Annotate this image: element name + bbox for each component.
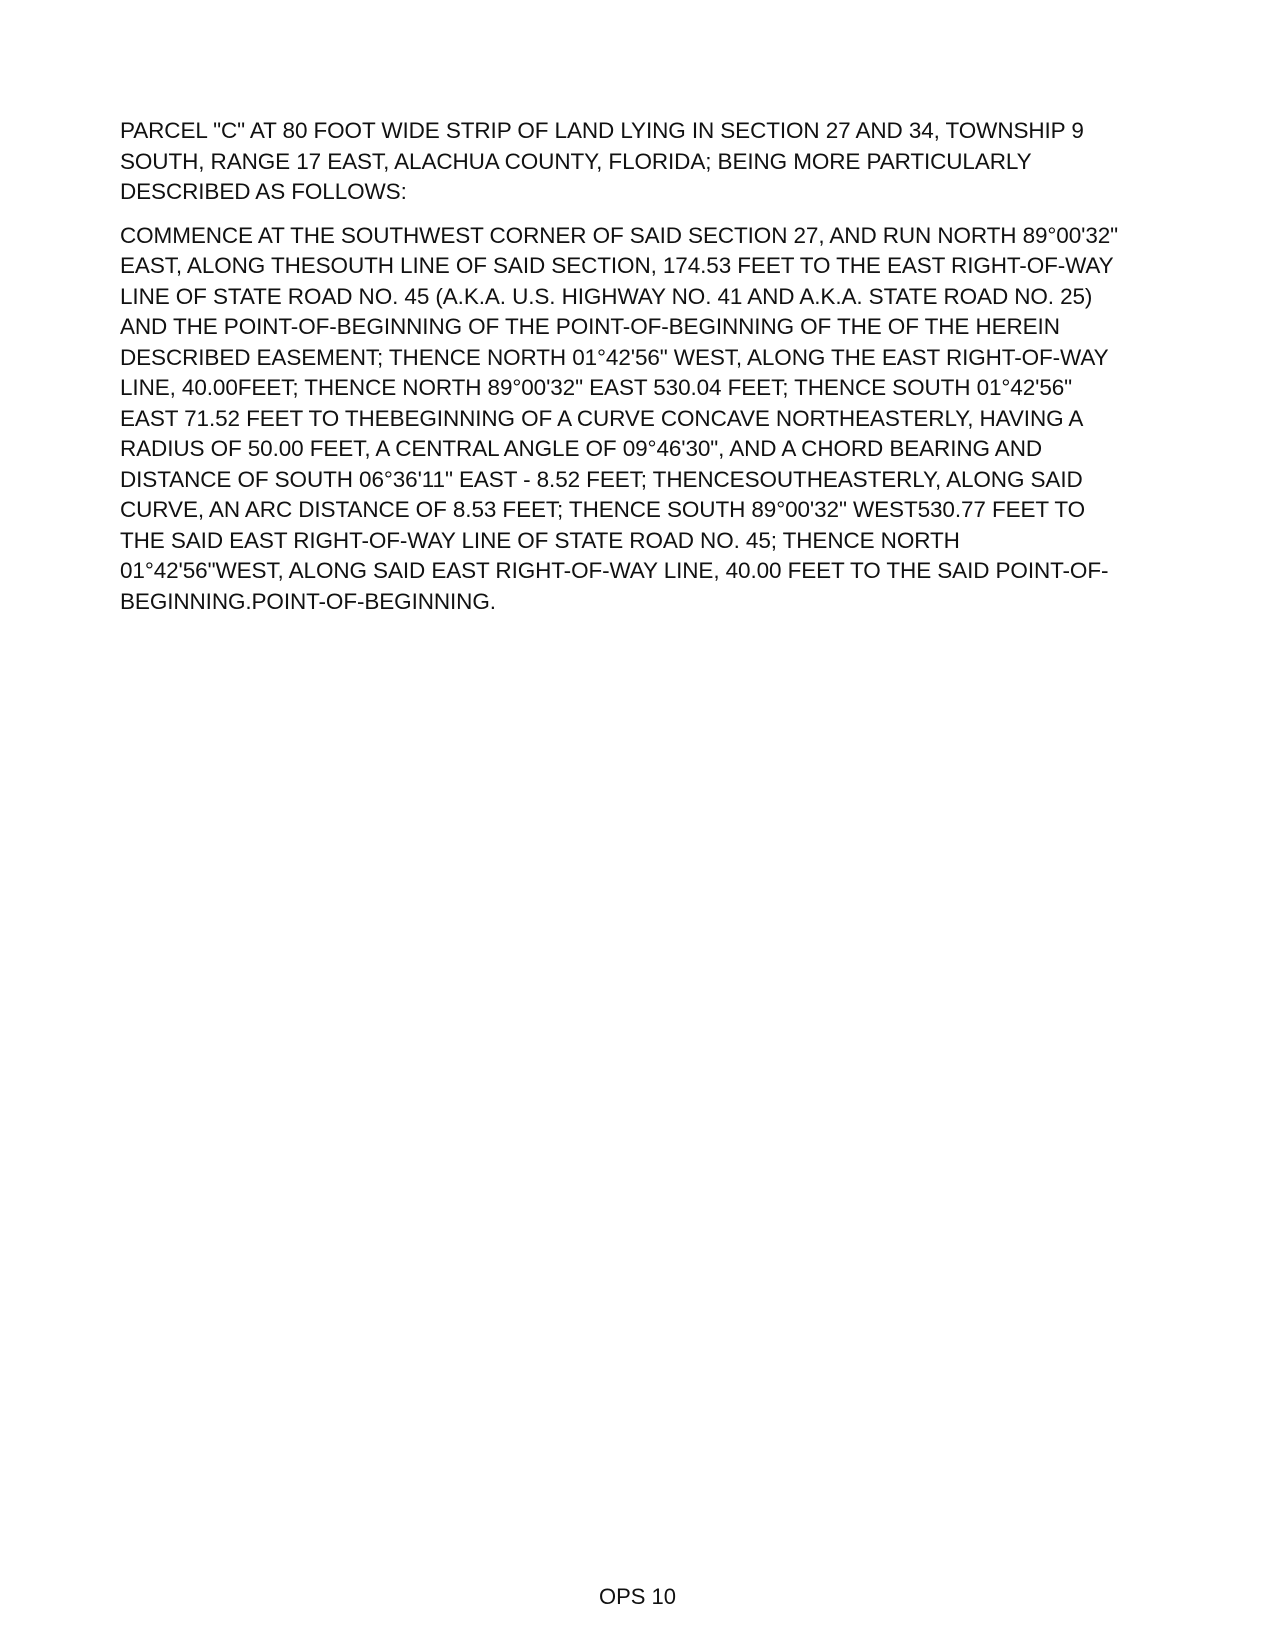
parcel-heading-paragraph: PARCEL "C" AT 80 FOOT WIDE STRIP OF LAND LYING IN SECTION 27 AND 34, TOWNSHIP 9 SOUTH, RANGE 17 EAST, ALACHUA COUNTY, FLORIDA; BEING MORE PARTICULARLY DESCRIBED AS FOLLOWS: (120, 118, 1084, 204)
legal-description (120, 116, 1160, 617)
page-footer: OPS 10 (598, 1584, 677, 1609)
parcel-description-paragraph: COMMENCE AT THE SOUTHWEST CORNER OF SAID SECTION 27, AND RUN NORTH 89°00'32" EAST, ALONG THESOUTH LINE OF SAID SECTION, 174.53 FEET TO THE EAST RIGHT-OF-WAY LINE OF STATE ROAD NO. 45 (A.K.A. U.S. HIGHWAY NO. 41 AND A.K.A. STATE ROAD NO. 25) AND THE POINT-OF-BEGINNING OF THE POINT-OF-BEGINNING OF THE OF THE HEREIN DESCRIBED EASEMENT; THENCE NORTH 01°42'56" WEST, ALONG THE EAST RIGHT-OF-WAY LINE, 40.00FEET; THENCE NORTH 89°00'32" EAST 530.04 FEET; THENCE SOUTH 01°42'56" EAST 71.52 FEET TO THEBEGINNING OF A CURVE CONCAVE NORTHEASTERLY, HAVING A RADIUS OF 50.00 FEET, A CENTRAL ANGLE OF 09°46'30", AND A CHORD BEARING AND DISTANCE OF SOUTH 06°36'11" EAST - 8.52 FEET; THENCESOUTHEASTERLY, ALONG SAID CURVE, AN ARC DISTANCE OF 8.53 FEET; THENCE SOUTH 89°00'32" WEST530.77 FEET TO THE SAID EAST RIGHT-OF-WAY LINE OF STATE ROAD NO. 45; THENCE NORTH 01°42'56"WEST, ALONG SAID EAST RIGHT-OF-WAY LINE, 40.00 FEET TO THE SAID POINT-OF- BEGINNING.POINT-OF-BEGINNING. (120, 222, 1119, 614)
